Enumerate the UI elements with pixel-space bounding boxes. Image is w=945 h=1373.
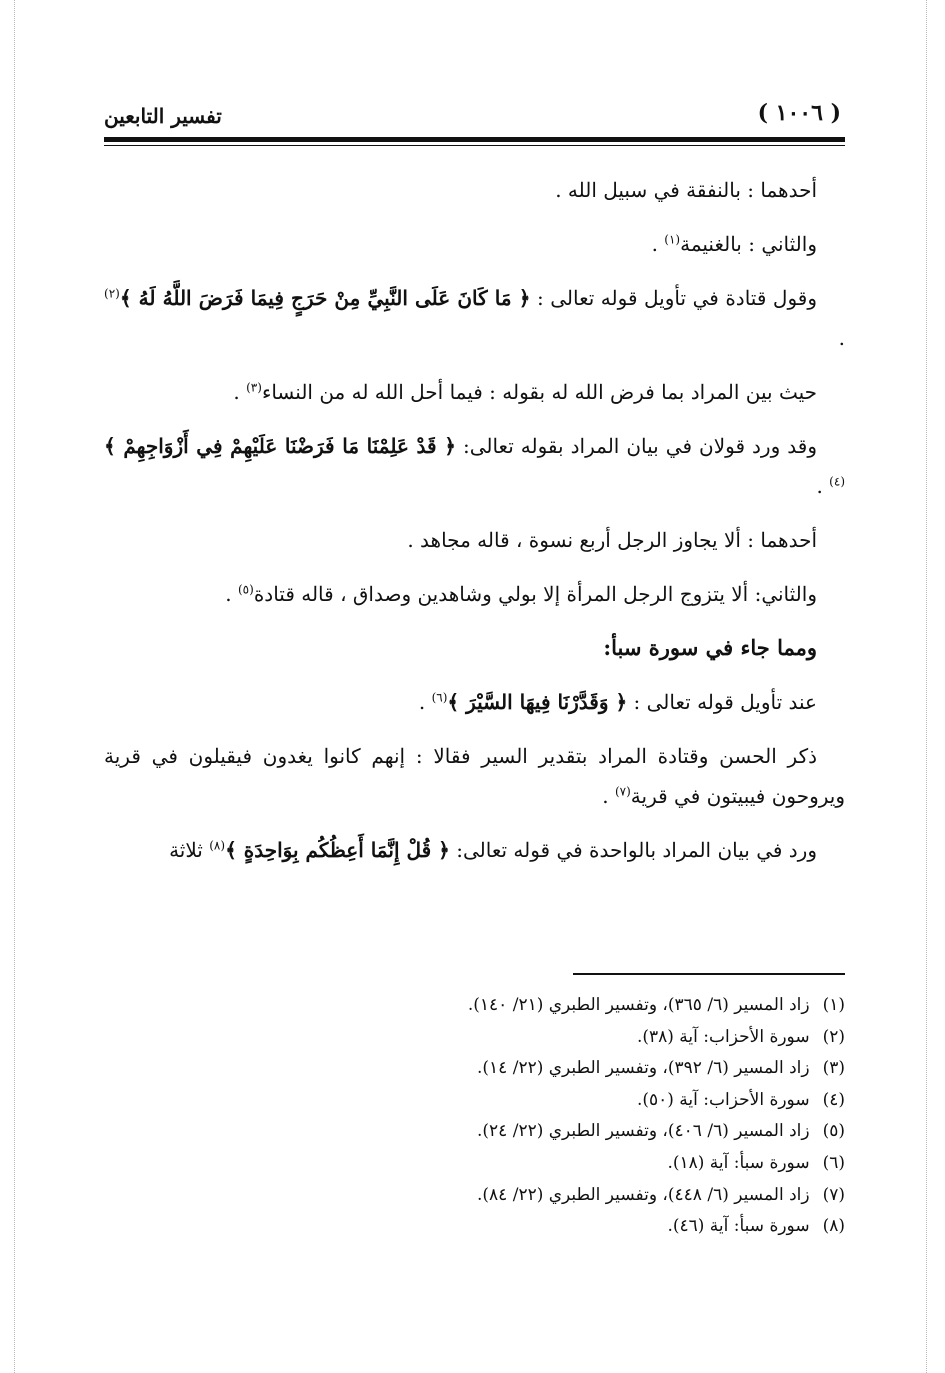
paragraph bbox=[104, 574, 845, 614]
scan-edge-right bbox=[926, 0, 927, 1373]
quran-verse: ﴿ قَدْ عَلِمْنَا مَا فَرَضْنَا عَلَيْهِمْ فِي أَزْوَاجِهِمْ ﴾ bbox=[104, 434, 456, 458]
footnote-text: زاد المسير (٦/ ٣٦٥)، وتفسير الطبري (٢١/ ١٤٠). bbox=[467, 995, 810, 1015]
footnotes bbox=[104, 990, 845, 1243]
footnote-text: زاد المسير (٦/ ٣٩٢)، وتفسير الطبري (٢٢/ ١٤). bbox=[476, 1058, 810, 1079]
paragraph-tail: . bbox=[225, 582, 238, 606]
header-rule-thin bbox=[104, 145, 845, 146]
footnote-ref: (١) bbox=[664, 232, 681, 247]
paragraph bbox=[104, 736, 845, 816]
footnote-text: سورة الأحزاب: آية (٥٠). bbox=[636, 1089, 810, 1110]
paragraph-tail: . bbox=[816, 474, 830, 498]
footnote-ref: (٦) bbox=[431, 690, 448, 705]
section-heading-paragraph bbox=[104, 628, 845, 668]
paragraph-text: أحدهما : ألا يجاوز الرجل أربع نسوة ، قاله مجاهد . bbox=[407, 528, 817, 552]
quran-verse: ﴿ قُلْ إِنَّمَا أَعِظُكُم بِوَاحِدَةٍ ﴾ bbox=[225, 838, 450, 862]
paragraph-text: ورد في بيان المراد بالواحدة في قوله تعالى: bbox=[449, 838, 817, 862]
page-number: ( ١٠٠٦ ) bbox=[757, 100, 841, 126]
paragraph bbox=[104, 830, 845, 870]
paragraph-tail: . bbox=[233, 380, 247, 404]
paragraph-text: وقول قتادة في تأويل قوله تعالى : bbox=[530, 286, 817, 310]
footnote-text: سورة سبأ: آية (١٨). bbox=[667, 1152, 810, 1173]
paragraph-tail: . bbox=[418, 690, 432, 714]
main-text bbox=[104, 170, 845, 884]
footnote-ref: (٢) bbox=[104, 286, 120, 301]
paragraph bbox=[104, 520, 845, 560]
footnote-number: (٢) bbox=[822, 1026, 845, 1047]
footnote-number: (٤) bbox=[822, 1089, 845, 1110]
header-rule-thick bbox=[104, 137, 845, 142]
footnote-text: زاد المسير (٦/ ٤٤٨)، وتفسير الطبري (٢٢/ ٨٤). bbox=[476, 1184, 810, 1205]
paragraph-text: عند تأويل قوله تعالى : bbox=[627, 690, 817, 714]
paragraph-tail: . bbox=[838, 326, 845, 350]
scan-edge-left bbox=[14, 0, 15, 1373]
footnote bbox=[104, 1211, 845, 1243]
footnote bbox=[104, 1022, 845, 1054]
quran-verse: ﴿ مَا كَانَ عَلَى النَّبِيِّ مِنْ حَرَجٍ فِيمَا فَرَضَ اللَّهُ لَهُ ﴾ bbox=[119, 286, 531, 310]
footnote-number: (٦) bbox=[822, 1152, 845, 1173]
page-header bbox=[104, 100, 845, 148]
paragraph bbox=[104, 682, 845, 722]
footnote-ref: (٨) bbox=[209, 838, 226, 853]
footnote-ref: (٣) bbox=[246, 380, 262, 395]
footnote-number: (٧) bbox=[822, 1184, 845, 1205]
paragraph-text: ذكر الحسن وقتادة المراد بتقدير السير فقالا : إنهم كانوا يغدون فيقيلون في قرية ويروحون فيبيتون في قرية bbox=[104, 744, 845, 808]
footnote bbox=[104, 1148, 845, 1180]
footnote-text: سورة الأحزاب: آية (٣٨). bbox=[636, 1026, 810, 1047]
footnote-text: سورة سبأ: آية (٤٦). bbox=[667, 1216, 810, 1237]
paragraph bbox=[104, 372, 845, 412]
footnote-ref: (٤) bbox=[829, 474, 845, 489]
footnote bbox=[104, 1053, 845, 1085]
paragraph-tail: ثلاثة bbox=[169, 838, 210, 862]
footnote bbox=[104, 1085, 845, 1117]
footnote-number: (٨) bbox=[822, 1216, 845, 1237]
paragraph-tail: . bbox=[602, 784, 615, 808]
paragraph-text: أحدهما : بالنفقة في سبيل الله . bbox=[555, 178, 817, 202]
footnote bbox=[104, 990, 845, 1022]
paragraph-text: والثاني: ألا يتزوج الرجل المرأة إلا بولي وشاهدين وصداق ، قاله قتادة bbox=[253, 582, 817, 606]
footnote-text: زاد المسير (٦/ ٤٠٦)، وتفسير الطبري (٢٢/ ٢٤). bbox=[476, 1121, 810, 1142]
section-heading: ومما جاء في سورة سبأ: bbox=[603, 635, 817, 660]
footnote-number: (٣) bbox=[822, 1058, 845, 1079]
footnote-number: (١) bbox=[822, 995, 845, 1015]
paragraph-text: حيث بين المراد بما فرض الله له بقوله : فيما أحل الله له من النساء bbox=[261, 380, 817, 404]
footnote-ref: (٥) bbox=[237, 582, 254, 597]
footnote bbox=[104, 1180, 845, 1212]
paragraph bbox=[104, 426, 845, 506]
running-title: تفسير التابعين bbox=[104, 104, 222, 128]
footnote-number: (٥) bbox=[822, 1121, 845, 1142]
quran-verse: ﴿ وَقَدَّرْنَا فِيهَا السَّيْرَ ﴾ bbox=[447, 690, 628, 714]
paragraph-tail: . bbox=[651, 232, 665, 256]
paragraph bbox=[104, 224, 845, 264]
footnote-separator bbox=[573, 973, 845, 975]
footnote bbox=[104, 1116, 845, 1148]
paragraph bbox=[104, 170, 845, 210]
footnote-ref: (٧) bbox=[614, 784, 631, 799]
paragraph-text: وقد ورد قولان في بيان المراد بقوله تعالى: bbox=[455, 434, 817, 458]
paragraph bbox=[104, 278, 845, 358]
paragraph-text: والثاني : بالغنيمة bbox=[680, 232, 817, 256]
